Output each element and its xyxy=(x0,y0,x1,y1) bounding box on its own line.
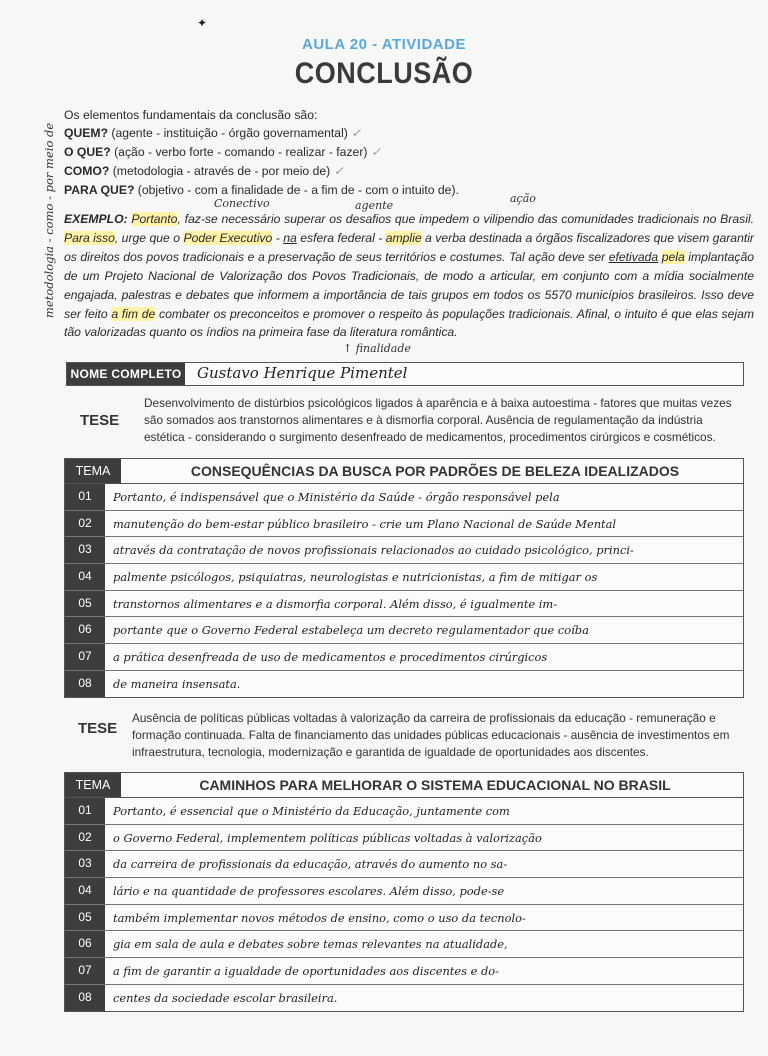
writing-row[interactable] xyxy=(65,484,743,511)
intro-text: (metodologia - através de - por meio de) xyxy=(109,164,331,178)
tese-text: Ausência de políticas públicas voltadas à valorização da carreira de profissionais da educação - remuneração e formação continuada. Falta de financiamento das unidades públicas educacionais - ausência de investimentos em infraestrutura, tecnologia, modernização e garantida de igualdade de oportunidades aos discentes. xyxy=(132,711,730,759)
handwritten-line: Portanto, é essencial que o Ministério da Educação, juntamente com xyxy=(113,804,510,818)
writing-row[interactable] xyxy=(65,878,743,905)
handwritten-line: portante que o Governo Federal estabeleça um decreto regulamentador que coíba xyxy=(113,623,589,638)
name-value: Gustavo Henrique Pimentel xyxy=(197,364,408,382)
writing-row[interactable] xyxy=(65,958,743,985)
handwritten-line: a fim de garantir a igualdade de oportunidades aos discentes e do- xyxy=(113,964,499,979)
example-text: combater os preconceitos e promover o respeito às populações tradicionais. Afinal, o intuito é que elas sejam tão valorizadas quanto os índios na primeira fase da literatura romântica. xyxy=(64,306,754,340)
writing-row[interactable] xyxy=(65,985,743,1011)
handwritten-line: palmente psicólogos, psiquiatras, neurologistas e nutricionistas, a fim de mitigar os xyxy=(113,570,598,585)
line-number: 02 xyxy=(65,825,105,851)
highlight-action: amplie xyxy=(385,230,422,245)
intro-text: (objetivo - com a finalidade de - a fim de - com o intuito de). xyxy=(134,183,459,197)
theme-box xyxy=(64,458,744,698)
check-icon: ✓ xyxy=(333,164,344,178)
writing-row[interactable] xyxy=(65,644,743,671)
writing-row[interactable] xyxy=(65,851,743,878)
handwritten-line: Portanto, é indispensável que o Ministério da Saúde - órgão responsável pela xyxy=(113,490,560,504)
highlight-method: pela xyxy=(661,249,685,264)
line-number: 06 xyxy=(65,617,105,643)
theme-header xyxy=(65,773,743,798)
intro-key: COMO? xyxy=(64,164,110,178)
writing-row[interactable] xyxy=(65,931,743,958)
theme-label: TEMA xyxy=(65,773,121,797)
line-number: 04 xyxy=(65,878,105,904)
intro-text: (ação - verbo forte - comando - realizar - fazer) xyxy=(110,145,368,159)
intro-key: PARA QUE? xyxy=(64,183,135,197)
lesson-label: AULA 20 - ATIVIDADE xyxy=(302,36,466,53)
writing-row[interactable] xyxy=(65,591,743,618)
highlight-connective: Para isso xyxy=(64,230,115,245)
line-number: 05 xyxy=(65,905,105,931)
highlight-agent: Poder Executivo xyxy=(183,230,273,245)
margin-note: metodologia - como - por meio de xyxy=(42,122,56,318)
annotation-agente: agente xyxy=(355,199,394,212)
example-text: , urge que o xyxy=(114,230,184,245)
name-field[interactable] xyxy=(66,362,744,386)
intro-item-oque xyxy=(64,143,754,162)
writing-row[interactable] xyxy=(65,798,743,825)
intro-key: O QUE? xyxy=(64,145,111,159)
line-number: 07 xyxy=(65,958,105,984)
theme-title: CONSEQUÊNCIAS DA BUSCA POR PADRÕES DE BELEZA IDEALIZADOS xyxy=(190,463,680,479)
writing-row[interactable] xyxy=(65,671,743,697)
theme-box xyxy=(64,772,744,1012)
writing-row[interactable] xyxy=(65,905,743,932)
example-label: EXEMPLO: xyxy=(64,212,128,226)
intro-text: (agente - instituição - órgão governamental) xyxy=(108,126,348,140)
intro-key: QUEM? xyxy=(64,126,109,140)
handwritten-line: de maneira insensata. xyxy=(113,676,241,691)
highlight-connective: Portanto xyxy=(131,212,178,226)
handwritten-line: também implementar novos métodos de ensino, como o uso da tecnolo- xyxy=(113,910,526,925)
handwritten-line: a prática desenfreada de uso de medicamentos e procedimentos cirúrgicos xyxy=(113,650,548,665)
line-number: 03 xyxy=(65,851,105,877)
line-number: 08 xyxy=(65,671,105,697)
intro-lead: Os elementos fundamentais da conclusão são: xyxy=(64,108,318,122)
example-text: a verba destinada a órgãos fiscalizadores que visem garantir os direitos dos povos tradicionais e a preservação de seus territórios e costumes. Tal ação deve ser xyxy=(64,230,754,264)
intro-item-quem xyxy=(64,124,754,143)
line-number: 05 xyxy=(65,591,105,617)
check-icon: ✓ xyxy=(351,126,362,140)
example-text: implantação de um Projeto Nacional de Valorização dos Povos Tradicionais, de modo a articular, em conjunto com a mídia socialmente engajada, palestras e debates que informem a importância de tais grupos em todos os 5570 municípios brasileiros. Isso deve ser feito xyxy=(64,249,755,321)
line-number: 02 xyxy=(65,511,105,537)
annotation-conectivo: Conectivo xyxy=(214,197,270,210)
line-number: 08 xyxy=(65,985,105,1011)
line-number: 01 xyxy=(65,798,105,824)
handwritten-line: centes da sociedade escolar brasileira. xyxy=(113,990,338,1005)
example-paragraph xyxy=(64,210,754,342)
handwritten-line: o Governo Federal, implementem políticas públicas voltadas à valorização xyxy=(113,830,542,845)
writing-row[interactable] xyxy=(65,511,743,538)
line-number: 07 xyxy=(65,644,105,670)
check-icon: ✓ xyxy=(370,145,382,159)
pen-mark: ✦ xyxy=(197,16,208,30)
theme-header xyxy=(65,459,743,484)
handwritten-line: manutenção do bem-estar público brasileiro - crie um Plano Nacional de Saúde Mental xyxy=(113,516,617,531)
intro-item-paraque xyxy=(64,181,754,200)
writing-row[interactable] xyxy=(65,564,743,591)
handwritten-line: transtornos alimentares e a dismorfia corporal. Além disso, é igualmente im- xyxy=(113,596,558,611)
line-number: 04 xyxy=(65,564,105,590)
theme-label: TEMA xyxy=(65,459,121,483)
example-text: esfera federal - xyxy=(296,230,386,245)
page-title: CONCLUSÃO xyxy=(294,56,474,90)
line-number: 06 xyxy=(65,931,105,957)
tese-label: TESE xyxy=(80,412,120,429)
writing-row[interactable] xyxy=(65,825,743,852)
highlight-purpose: a fim de xyxy=(111,306,156,321)
writing-row[interactable] xyxy=(65,537,743,564)
example-text: , faz-se necessário superar os desafios que impedem o vilipendio das comunidades tradicionais no Brasil. xyxy=(177,212,755,226)
tese-label: TESE xyxy=(78,720,118,737)
line-number: 01 xyxy=(65,484,105,510)
intro-item-como xyxy=(64,162,754,181)
name-label: NOME COMPLETO xyxy=(67,363,185,385)
handwritten-line: lário e na quantidade de professores escolares. Além disso, pode-se xyxy=(113,884,505,899)
writing-row[interactable] xyxy=(65,617,743,644)
handwritten-line: da carreira de profissionais da educação, através do aumento no sa- xyxy=(113,857,508,872)
line-number: 03 xyxy=(65,537,105,563)
annotation-finalidade: ↑ finalidade xyxy=(343,342,411,355)
handwritten-line: através da contratação de novos profissionais relacionados ao cuidado psicológico, princi- xyxy=(113,543,634,558)
underlined-word: efetivada xyxy=(608,249,659,264)
handwritten-line: gia em sala de aula e debates sobre temas relevantes na atualidade, xyxy=(113,937,508,952)
example-text: - xyxy=(272,230,284,245)
tese-text: Desenvolvimento de distúrbios psicológicos ligados à aparência e à baixa autoestima - fatores que muitas vezes são somados aos transtornos alimentares e à dismorfia corporal. Ausência de regulamentação da indústria estética - considerando o surgimento desenfreado de medicamentos, procedimentos cirúrgicos e cosméticos. xyxy=(144,396,732,444)
annotation-acao: ação xyxy=(510,192,536,205)
theme-title: CAMINHOS PARA MELHORAR O SISTEMA EDUCACIONAL NO BRASIL xyxy=(199,777,671,793)
underlined-word: na xyxy=(283,230,297,245)
